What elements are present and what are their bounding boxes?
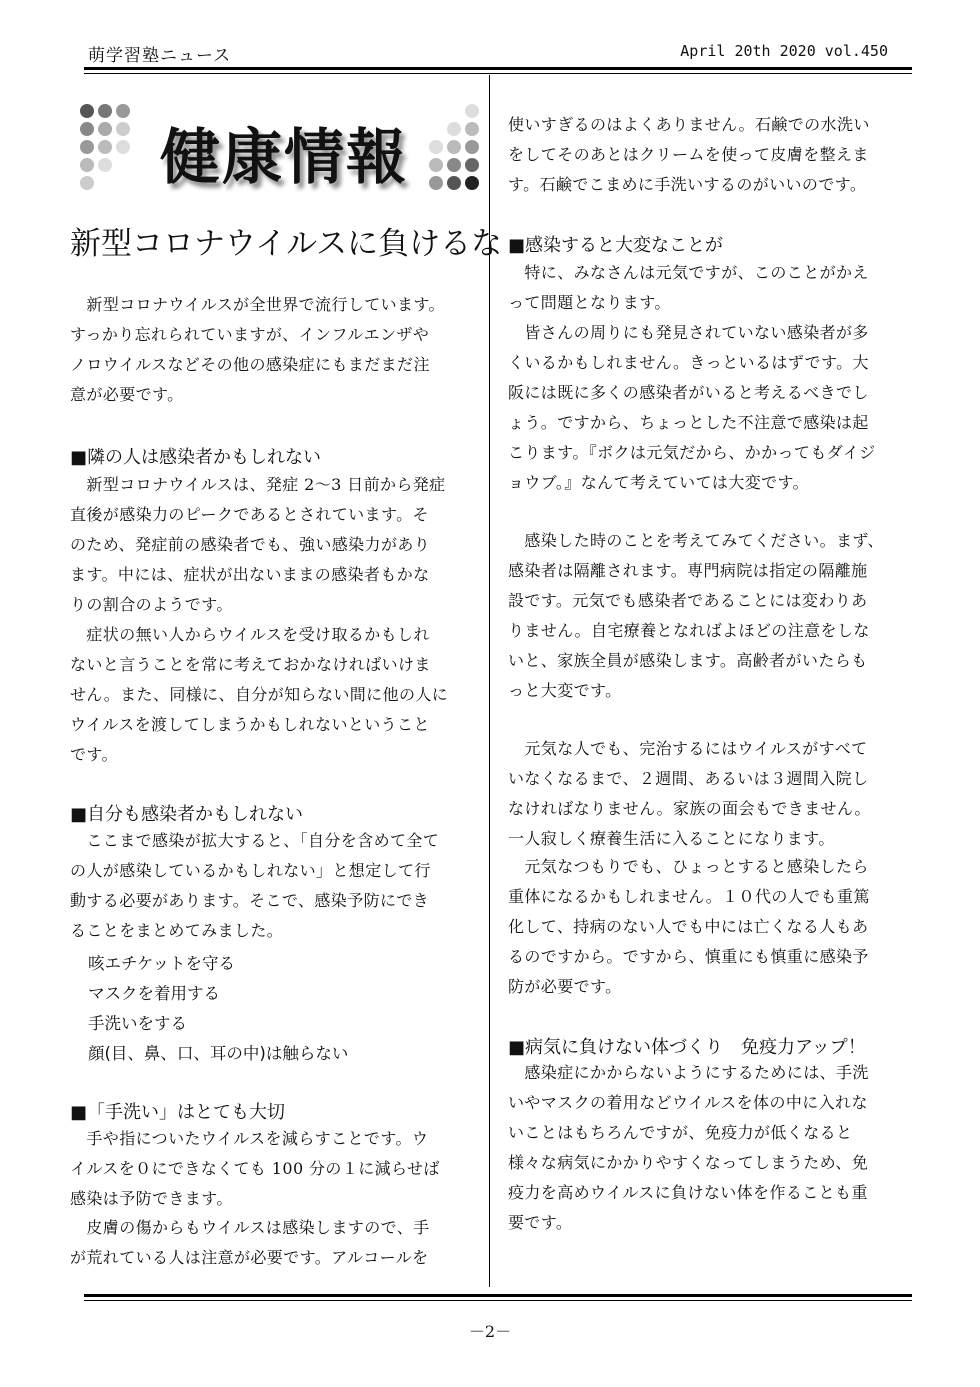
header-rule-thin [84, 73, 912, 74]
decorative-dots-right [425, 104, 485, 194]
banner-title: 健康情報 [160, 123, 408, 193]
banner [160, 110, 420, 193]
paragraph: 皆さんの周りにも発見されていない感染者が多 くいるかもしれません。きっといるはずです。大 阪には既に多くの感染者がいると考えるべきでし ょう。ですから、ちょっとした不注意で感染は起 こります。『ボクは元気だから、かかってもダイジ ョウブ。』なんて考えていては大変です。 [508, 323, 876, 492]
section-heading-infection: ■感染すると大変なことが [508, 235, 724, 256]
intro-paragraph: 新型コロナウイルスが全世界で流行しています。 すっかり忘れられていますが、インフルエンザや ノロウイルスなどその他の感染症にもまだまだ注 意が必要です。 [70, 295, 445, 404]
decorative-dots-left [80, 104, 160, 194]
section-heading-self: ■自分も感染者かもしれない [70, 804, 304, 825]
paragraph: 新型コロナウイルスは、発症 2～3 日前から発症 直後が感染力のピークであるとされています。そ のため、発症前の感染者でも、強い感染力があり ます。中には、症状が出ないままの感染者もかな りの割合のようです。 [70, 475, 446, 614]
paragraph: 特に、みなさんは元気ですが、このことがかえ って問題となります。 [508, 263, 869, 312]
footer-rule-thin [84, 1300, 912, 1301]
paragraph-continued: 使いすぎるのはよくありません。石鹸での水洗い をしてそのあとはクリームを使って皮膚を整えま す。石鹸でこまめに手洗いするのがいいのです。 [508, 115, 870, 194]
section-heading-neighbor: ■隣の人は感染者かもしれない [70, 447, 322, 468]
paragraph: 元気なつもりでも、ひょっとすると感染したら 重体になるかもしれません。１０代の人でも重篤 化して、持病のない人でも中には亡くなる人もあ るのですから。ですから、慎重にも慎重に感染予 防が必要です。 [508, 857, 870, 996]
paragraph: 元気な人でも、完治するにはウイルスがすべて いなくなるまで、２週間、あるいは３週間入院し なければなりません。家族の面会もできません。 一人寂しく療養生活に入ることになります。 [508, 739, 871, 848]
paragraph: 感染症にかからないようにするためには、手洗 いやマスクの着用などウイルスを体の中に入れな いことはもちろんですが、免疫力が低くなると 様々な病気にかかりやすくなってしまうため、免 疫力を高めウイルスに負けない体を作ることも重 要です。 [508, 1063, 869, 1232]
paragraph: ここまで感染が拡大すると、「自分を含めて全て の人が感染しているかもしれない」と想定して行 動する必要があります。そこで、感染予防にでき ることをまとめてみました。 [70, 831, 440, 940]
section-heading-handwashing: ■「手洗い」はとても大切 [70, 1102, 286, 1123]
paragraph: 皮膚の傷からもウイルスは感染しますので、手 が荒れている人は注意が必要です。アルコールを [70, 1218, 430, 1267]
paragraph: 感染した時のことを考えてみてください。まず、 感染者は隔離されます。専門病院は指定の隔離施 設です。元気でも感染者であることには変わりあ りません。自宅療養となればよほどの注意をしな いと、家族全員が感染します。高齢者がいたらも っと大変です。 [508, 531, 884, 700]
list-item: 顔(目、鼻、口、耳の中)は触らない [88, 1044, 349, 1063]
issue-date: April 20th 2020 vol.450 [680, 42, 888, 60]
newsletter-name: 萌学習塾ニュース [88, 46, 232, 66]
section-heading-immunity: ■病気に負けない体づくり 免疫力アップ！ [508, 1037, 866, 1058]
header-rule [84, 67, 912, 70]
list-item: マスクを着用する [88, 984, 220, 1003]
list-item: 手洗いをする [88, 1014, 187, 1033]
list-item: 咳エチケットを守る [88, 954, 236, 973]
paragraph: 手や指についたウイルスを減らすことです。ウ イルスを０にできなくても 100 分の１に減らせば 感染は予防できます。 [70, 1129, 440, 1208]
page-number: －2－ [468, 1322, 512, 1341]
article-headline: 新型コロナウイルスに負けるな [70, 226, 503, 262]
footer-rule [84, 1294, 912, 1297]
paragraph: 症状の無い人からウイルスを受け取るかもしれ ないと言うことを常に考えておかなければいけま せん。また、同様に、自分が知らない間に他の人に ウイルスを渡してしまうかもしれないということ です。 [70, 625, 449, 764]
